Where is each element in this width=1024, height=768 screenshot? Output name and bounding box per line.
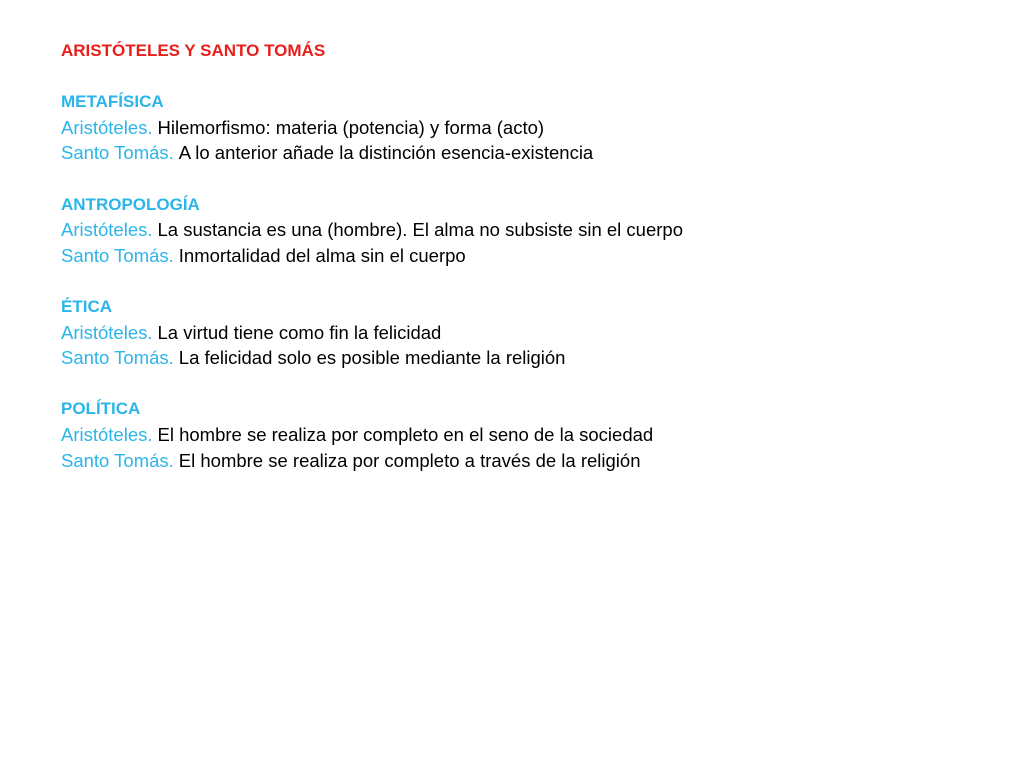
section-line (61, 140, 961, 166)
speaker-label: Aristóteles. (61, 219, 153, 241)
speaker-label: Santo Tomás. (61, 347, 174, 369)
spacer (61, 166, 961, 192)
speaker-label: Aristóteles. (61, 423, 153, 445)
section-heading: METAFÍSICA (61, 92, 164, 112)
line-text: La felicidad solo es posible mediante la religión (178, 347, 566, 369)
line-text: El hombre se realiza por completo a través de la religión (178, 449, 641, 471)
section-antropologia (61, 192, 961, 269)
section-politica (61, 396, 961, 473)
line-text: Inmortalidad del alma sin el cuerpo (178, 244, 466, 266)
speaker-label: Santo Tomás. (61, 244, 174, 266)
section-line (61, 115, 961, 141)
section-heading: POLÍTICA (61, 399, 141, 419)
spacer (61, 371, 961, 397)
slide-title: ARISTÓTELES Y SANTO TOMÁS (61, 41, 326, 60)
line-text: Hilemorfismo: materia (potencia) y forma (acto) (157, 116, 545, 138)
section-etica (61, 294, 961, 371)
spacer (61, 268, 961, 294)
speaker-label: Aristóteles. (61, 116, 153, 138)
section-line (61, 448, 961, 474)
section-line (61, 422, 961, 448)
section-line (61, 320, 961, 346)
section-heading: ANTROPOLOGÍA (61, 194, 200, 214)
line-text: La sustancia es una (hombre). El alma no subsiste sin el cuerpo (157, 219, 683, 241)
speaker-label: Aristóteles. (61, 321, 153, 343)
section-line (61, 217, 961, 243)
spacer (61, 64, 961, 90)
section-line (61, 243, 961, 269)
section-heading: ÉTICA (61, 296, 112, 316)
speaker-label: Santo Tomás. (61, 449, 174, 471)
section-metafisica (61, 89, 961, 166)
speaker-label: Santo Tomás. (61, 142, 174, 164)
line-text: El hombre se realiza por completo en el seno de la sociedad (157, 423, 654, 445)
line-text: La virtud tiene como fin la felicidad (157, 321, 442, 343)
line-text: A lo anterior añade la distinción esencia-existencia (178, 142, 594, 164)
section-line (61, 345, 961, 371)
slide-content (61, 38, 961, 473)
